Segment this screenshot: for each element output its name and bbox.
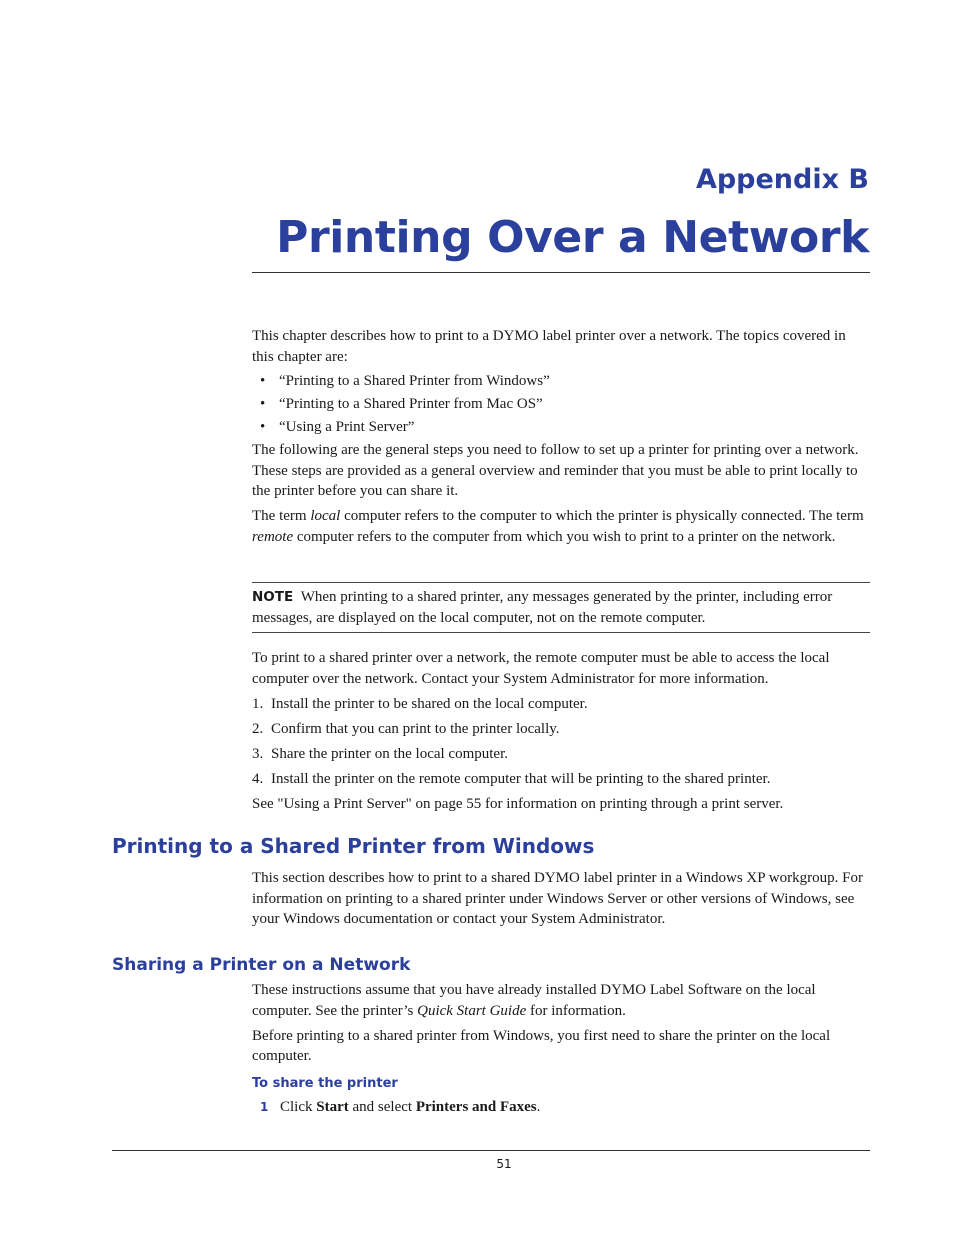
topic-item: • “Printing to a Shared Printer from Windows”	[252, 371, 870, 392]
printers-and-faxes-label: Printers and Faxes	[415, 1099, 537, 1115]
procedure-step-number: 1	[260, 1100, 269, 1114]
subsection-heading-sharing: Sharing a Printer on a Network	[112, 955, 411, 975]
chapter-title: Printing Over a Network	[276, 212, 869, 263]
note-bottom-divider	[252, 632, 870, 633]
access-paragraph: To print to a shared printer over a network, the remote computer must be able to access the local computer over the network. Contact your System Administrator for more information.	[252, 650, 830, 687]
procedure-steps	[252, 1097, 870, 1118]
section-heading-windows: Printing to a Shared Printer from Windows	[112, 834, 595, 858]
start-menu-label: Start	[316, 1099, 349, 1115]
windows-section	[252, 868, 870, 930]
appendix-label: Appendix B	[695, 164, 869, 195]
title-divider	[252, 272, 870, 273]
footer-divider	[112, 1150, 870, 1151]
quick-start-guide-title: Quick Start Guide	[417, 1002, 527, 1019]
general-steps-paragraph: The following are the general steps you need to follow to set up a printer for printing over a network. These steps are provided as a general overview and reminder that you must be able to print locally to the printer before you can share it.	[252, 442, 859, 499]
term-remote: remote	[252, 528, 294, 545]
procedure-step: 1 Click Start and select Printers and Faxes.	[252, 1097, 870, 1118]
instructions-paragraph: These instructions assume that you have already installed DYMO Label Software on the local computer. See the printer’s Quick Start Guide for information.	[252, 982, 816, 1019]
topic-item: • “Using a Print Server”	[252, 417, 870, 438]
procedure-heading: To share the printer	[252, 1076, 398, 1091]
before-printing-paragraph: Before printing to a shared printer from Windows, you first need to share the printer on the local computer.	[252, 1027, 831, 1064]
terms-paragraph: The term local computer refers to the computer to which the printer is physically connected. The term remote computer refers to the computer from which you wish to print to a printer on the network.	[252, 508, 864, 545]
setup-step: 1. Install the printer to be shared on the local computer.	[252, 695, 588, 712]
intro-paragraph: This chapter describes how to print to a DYMO label printer over a network. The topics covered in this chapter are:	[252, 328, 846, 365]
term-local: local	[310, 508, 341, 524]
setup-steps-list	[252, 694, 870, 790]
note-label: NOTE	[252, 589, 294, 605]
see-also-paragraph: See "Using a Print Server" on page 55 for information on printing through a print server.	[252, 795, 784, 812]
topic-list	[252, 371, 870, 438]
steps-section	[252, 648, 870, 814]
page-number: 51	[496, 1157, 512, 1171]
topic-item: • “Printing to a Shared Printer from Mac OS”	[252, 394, 870, 415]
note-text: When printing to a shared printer, any messages generated by the printer, including error messages, are displayed on the local computer, not on the remote computer.	[252, 589, 833, 626]
windows-intro-paragraph: This section describes how to print to a shared DYMO label printer in a Windows XP workgroup. For information on printing to a shared printer under Windows Server or other versions of Windows, see your Windows documentation or contact your System Administrator.	[252, 870, 863, 927]
intro-section	[252, 326, 870, 547]
note-top-divider	[252, 582, 870, 583]
setup-step: 3. Share the printer on the local computer.	[252, 745, 509, 762]
note-box	[252, 587, 870, 628]
sharing-section	[252, 980, 870, 1067]
setup-step: 2. Confirm that you can print to the printer locally.	[252, 720, 560, 737]
setup-step: 4. Install the printer on the remote computer that will be printing to the shared printer.	[252, 770, 771, 787]
